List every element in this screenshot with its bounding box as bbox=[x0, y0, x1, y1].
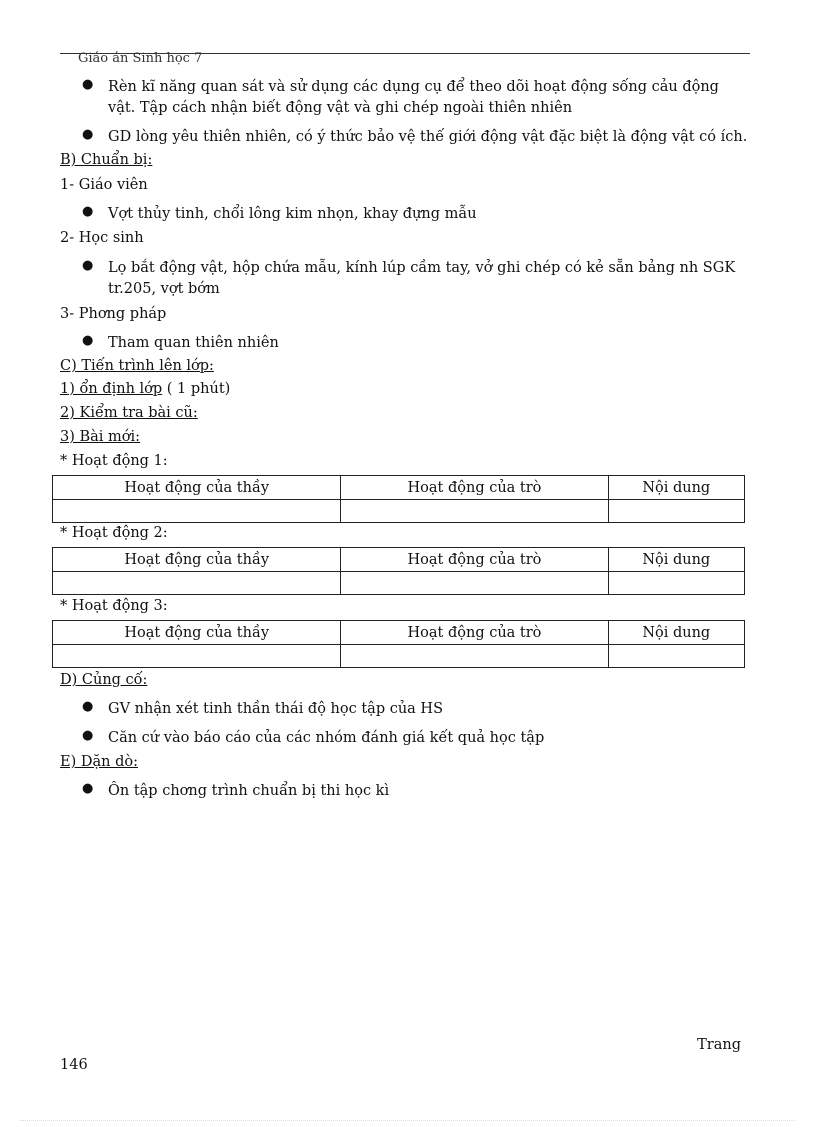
bullet-text: GV nhận xét tinh thần thái độ học tập của HS bbox=[108, 701, 444, 717]
table-header-content: Nội dung bbox=[608, 476, 744, 500]
activity-table bbox=[52, 475, 745, 523]
bullet-icon: ● bbox=[82, 77, 94, 92]
table-cell bbox=[341, 645, 608, 668]
section-e-heading: E) Dặn dò: bbox=[60, 754, 138, 770]
bullet-text: Căn cứ vào báo cáo của các nhóm đánh giá kết quả học tập bbox=[108, 730, 545, 746]
activity-label: * Hoạt động 3: bbox=[60, 598, 168, 614]
table-header-student: Hoạt động của trò bbox=[341, 621, 608, 645]
activity-table bbox=[52, 620, 745, 668]
table-cell bbox=[53, 645, 341, 668]
section-d-heading: D) Củng cố: bbox=[60, 672, 148, 688]
teacher-label: 1- Giáo viên bbox=[60, 177, 148, 193]
bottom-border bbox=[20, 1120, 796, 1121]
table-header-teacher: Hoạt động của thầy bbox=[53, 548, 341, 572]
bullet-icon: ● bbox=[82, 258, 94, 273]
footer-page-label: Trang bbox=[697, 1037, 741, 1053]
table-cell bbox=[341, 572, 608, 595]
table-header-student: Hoạt động của trò bbox=[341, 548, 608, 572]
bullet-text: Ôn tập chơng trình chuẩn bị thi học kì bbox=[108, 783, 390, 799]
bullet-text: Rèn kĩ năng quan sát và sử dụng các dụng cụ để theo dõi hoạt động sống cảu động vật. Tập cách nhận biết động vật và ghi chép ngoài thiên nhiên bbox=[108, 79, 719, 116]
bullet-text: Tham quan thiên nhiên bbox=[108, 335, 279, 351]
table-cell bbox=[341, 500, 608, 523]
bullet-icon: ● bbox=[82, 127, 94, 142]
stabilize-label: 1) ổn định lớp bbox=[60, 381, 163, 397]
table-header-teacher: Hoạt động của thầy bbox=[53, 476, 341, 500]
student-label: 2- Học sinh bbox=[60, 230, 144, 246]
section-b-heading: B) Chuẩn bị: bbox=[60, 152, 153, 168]
table-header-teacher: Hoạt động của thầy bbox=[53, 621, 341, 645]
stabilize-time: ( 1 phút) bbox=[162, 381, 231, 397]
table-cell bbox=[608, 645, 744, 668]
method-label: 3- Phơng pháp bbox=[60, 306, 167, 322]
table-header-content: Nội dung bbox=[608, 548, 744, 572]
page-header: Giáo án Sinh học 7 bbox=[78, 51, 203, 66]
table-cell bbox=[608, 500, 744, 523]
table-cell bbox=[53, 500, 341, 523]
activity-label: * Hoạt động 2: bbox=[60, 525, 168, 541]
section-c-heading: C) Tiến trình lên lớp: bbox=[60, 358, 214, 374]
activity-table bbox=[52, 547, 745, 595]
footer-page-number: 146 bbox=[60, 1057, 88, 1073]
table-cell bbox=[608, 572, 744, 595]
bullet-icon: ● bbox=[82, 699, 94, 714]
review-heading: 2) Kiểm tra bài cũ: bbox=[60, 405, 198, 421]
bullet-text: Vợt thủy tinh, chổi lông kim nhọn, khay đựng mẫu bbox=[108, 206, 477, 222]
bullet-icon: ● bbox=[82, 204, 94, 219]
table-header-content: Nội dung bbox=[608, 621, 744, 645]
activity-label: * Hoạt động 1: bbox=[60, 453, 168, 469]
bullet-icon: ● bbox=[82, 728, 94, 743]
stabilize-line bbox=[60, 381, 230, 397]
bullet-icon: ● bbox=[82, 333, 94, 348]
bullet-text: Lọ bắt động vật, hộp chứa mẫu, kính lúp cầm tay, vở ghi chép có kẻ sẵn bảng nh SGK tr.205, vợt bớm bbox=[108, 260, 736, 297]
new-lesson-heading: 3) Bài mới: bbox=[60, 429, 141, 445]
table-header-student: Hoạt động của trò bbox=[341, 476, 608, 500]
bullet-icon: ● bbox=[82, 781, 94, 796]
bullet-text: GD lòng yêu thiên nhiên, có ý thức bảo vệ thế giới động vật đặc biệt là động vật có ích. bbox=[108, 129, 748, 145]
table-cell bbox=[53, 572, 341, 595]
